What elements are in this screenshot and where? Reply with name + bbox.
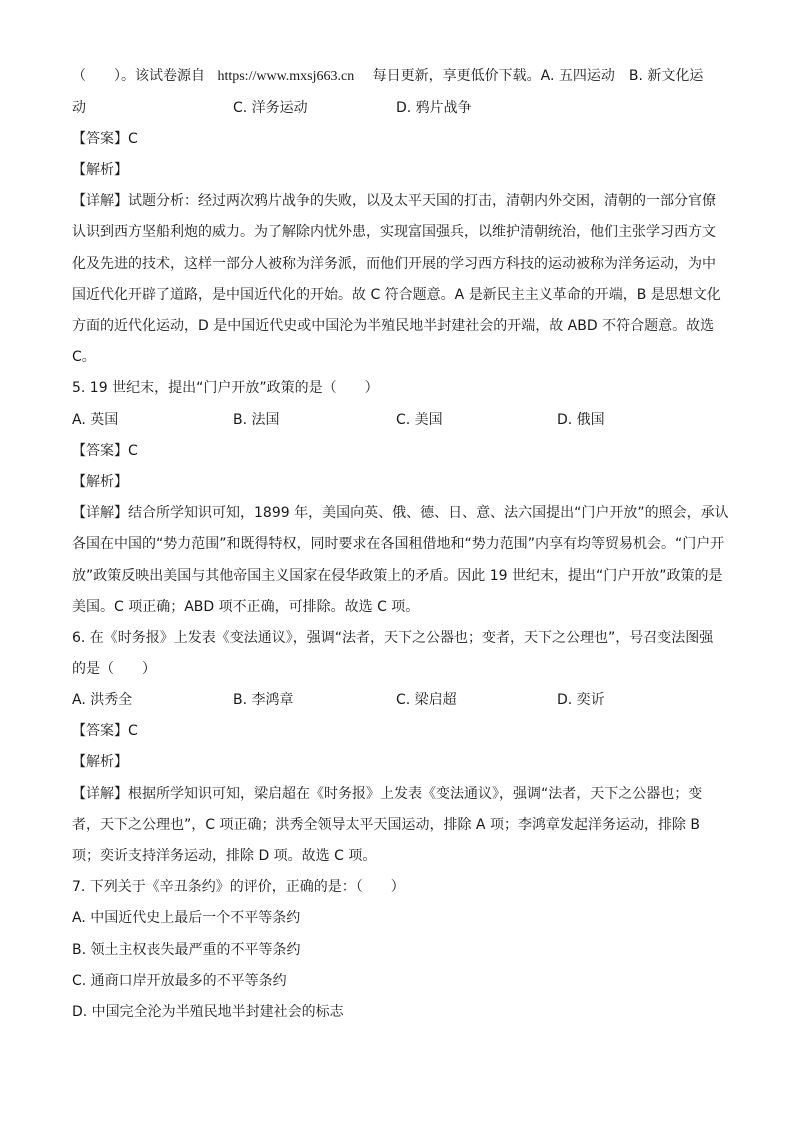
- q6-stem-line: 的是（ ）: [72, 661, 156, 677]
- q5-detail-line: 各国在中国的“势力范围”和既得特权，同时要求在各国租借地和“势力范围”内享有均等贸易机会。“门户开: [72, 536, 725, 552]
- q4-line1-suffix: 每日更新，享更低价下载。A. 五四运动 B. 新文化运: [372, 68, 704, 84]
- q6-detail-line: 【详解】根据所学知识可知，梁启超在《时务报》上发表《变法通议》，强调“法者，天下之公器也；变: [72, 786, 703, 802]
- q4-option-d: D. 鸦片战争: [396, 100, 472, 116]
- q7-option-c: C. 通商口岸开放最多的不平等条约: [72, 973, 287, 989]
- q4-detail-line: 【详解】试题分析：经过两次鸦片战争的失败，以及太平天国的打击，清朝内外交困，清朝的一部分官僚: [72, 193, 716, 209]
- q5-detail-line: 放”政策反映出美国与其他帝国主义国家在侵华政策上的矛盾。因此 19 世纪末，提出“门户开放”政策的是: [72, 568, 723, 584]
- q6-detail-line: 项；奕䜣支持洋务运动，排除 D 项。故选 C 项。: [72, 848, 377, 864]
- q6-stem-line: 6. 在《时务报》上发表《变法通议》，强调“法者，天下之公器也；变者，天下之公理也”，号召变法图强: [72, 630, 714, 646]
- q4-answer: 【答案】C: [72, 131, 138, 147]
- q6-option-c: C. 梁启超: [396, 692, 457, 708]
- q6-answer: 【答案】C: [72, 723, 138, 739]
- q7-option-d: D. 中国完全沦为半殖民地半封建社会的标志: [72, 1004, 344, 1020]
- q4-detail-line: 国近代化开辟了道路，是中国近代化的开始。故 C 符合题意。A 是新民主主义革命的开端，B 是思想文化: [72, 287, 721, 303]
- q5-stem: 5. 19 世纪末，提出“门户开放”政策的是（ ）: [72, 380, 379, 396]
- source-url-link[interactable]: https://www.mxsj663.cn: [217, 69, 355, 84]
- q6-option-d: D. 奕䜣: [557, 692, 605, 708]
- q5-detail-line: 美国。C 项正确；ABD 项不正确，可排除。故选 C 项。: [72, 599, 420, 615]
- q4-line-2-start: 动: [72, 100, 86, 116]
- q4-options-line-1: [72, 66, 703, 87]
- q7-option-a: A. 中国近代史上最后一个不平等条约: [72, 910, 301, 926]
- q5-detail-line: 【详解】结合所学知识可知，1899 年，美国向英、俄、德、日、意、法六国提出“门户开放”的照会，承认: [72, 505, 729, 521]
- q5-option-b: B. 法国: [233, 412, 280, 428]
- q5-option-d: D. 俄国: [557, 412, 605, 428]
- q5-analysis-label: 【解析】: [72, 474, 128, 490]
- q5-answer: 【答案】C: [72, 443, 138, 459]
- q7-stem: 7. 下列关于《辛丑条约》的评价，正确的是：（ ）: [72, 879, 405, 895]
- q6-detail-line: 者，天下之公理也”，C 项正确；洪秀全领导太平天国运动，排除 A 项；李鸿章发起洋务运动，排除 B: [72, 817, 701, 833]
- q4-detail-line: 方面的近代化运动，D 是中国近代史或中国沦为半殖民地半封建社会的开端，故 ABD 不符合题意。故选: [72, 318, 715, 334]
- q5-option-a: A. 英国: [72, 412, 119, 428]
- q7-option-b: B. 领土主权丧失最严重的不平等条约: [72, 942, 301, 958]
- q4-detail-line: 化及先进的技术，这样一部分人被称为洋务派，而他们开展的学习西方科技的运动被称为洋务运动，为中: [72, 256, 716, 272]
- q6-option-a: A. 洪秀全: [72, 692, 133, 708]
- q4-analysis-label: 【解析】: [72, 162, 128, 178]
- q4-detail-line: C。: [72, 349, 96, 365]
- q4-line1-prefix: （ ）。该试卷源自: [72, 68, 205, 84]
- q6-analysis-label: 【解析】: [72, 754, 128, 770]
- q6-option-b: B. 李鸿章: [233, 692, 294, 708]
- q4-detail-line: 认识到西方坚船利炮的威力。为了解除内忧外患，实现富国强兵，以维护清朝统治，他们主张学习西方文: [72, 224, 716, 240]
- q5-option-c: C. 美国: [396, 412, 443, 428]
- q4-option-c: C. 洋务运动: [233, 100, 308, 116]
